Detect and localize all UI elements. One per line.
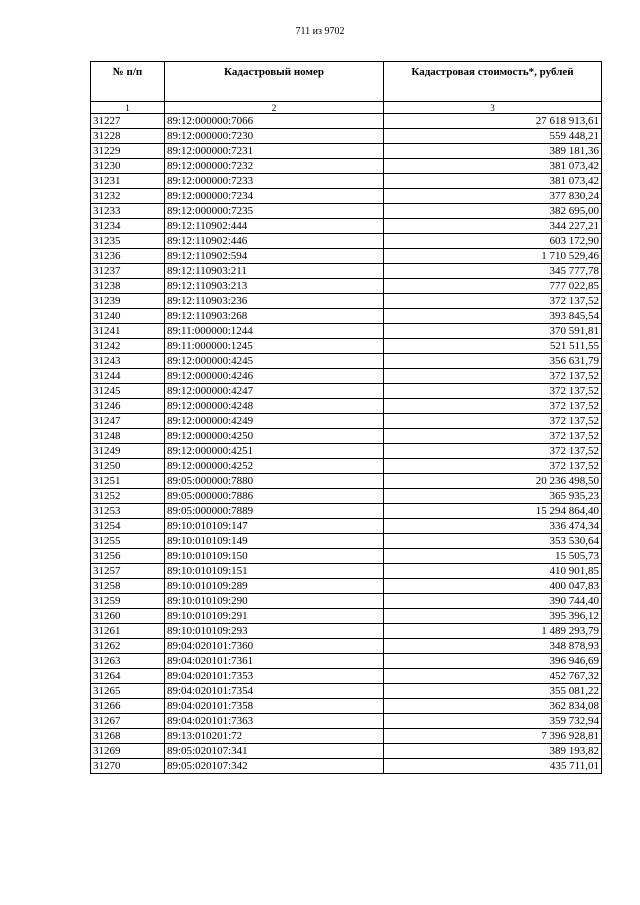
cadastral-value-cell: 521 511,55 [384, 339, 602, 354]
table-row [91, 639, 602, 654]
table-row [91, 519, 602, 534]
row-number-cell: 31232 [91, 189, 165, 204]
table-header-row [91, 62, 602, 102]
cadastral-number-cell: 89:05:000000:7889 [165, 504, 384, 519]
cadastral-value-cell: 20 236 498,50 [384, 474, 602, 489]
table-row [91, 414, 602, 429]
cadastral-number-cell: 89:12:000000:4247 [165, 384, 384, 399]
cadastral-number-cell: 89:12:000000:7234 [165, 189, 384, 204]
table-row [91, 219, 602, 234]
row-number-cell: 31235 [91, 234, 165, 249]
cadastral-value-cell: 395 396,12 [384, 609, 602, 624]
table-row [91, 279, 602, 294]
cadastral-value-cell: 353 530,64 [384, 534, 602, 549]
table-row [91, 594, 602, 609]
table-row [91, 534, 602, 549]
cadastral-value-cell: 435 711,01 [384, 759, 602, 774]
table-row [91, 309, 602, 324]
table-row [91, 324, 602, 339]
cadastral-value-cell: 372 137,52 [384, 294, 602, 309]
row-number-cell: 31263 [91, 654, 165, 669]
table-row [91, 249, 602, 264]
header-cadastral-number: Кадастровый номер [165, 62, 384, 102]
table-body [91, 102, 602, 774]
cadastral-value-cell: 390 744,40 [384, 594, 602, 609]
cadastral-number-cell: 89:10:010109:150 [165, 549, 384, 564]
cadastral-value-table [90, 61, 602, 774]
cadastral-number-cell: 89:12:000000:7230 [165, 129, 384, 144]
table-row [91, 654, 602, 669]
cadastral-value-cell: 393 845,54 [384, 309, 602, 324]
row-number-cell: 31228 [91, 129, 165, 144]
row-number-cell: 31231 [91, 174, 165, 189]
table-row [91, 489, 602, 504]
row-number-cell: 31250 [91, 459, 165, 474]
row-number-cell: 31240 [91, 309, 165, 324]
row-number-cell: 31249 [91, 444, 165, 459]
cadastral-number-cell: 89:04:020101:7361 [165, 654, 384, 669]
cadastral-number-cell: 89:12:000000:4248 [165, 399, 384, 414]
cadastral-value-cell: 356 631,79 [384, 354, 602, 369]
column-number: 1 [91, 102, 165, 114]
row-number-cell: 31234 [91, 219, 165, 234]
cadastral-value-cell: 362 834,08 [384, 699, 602, 714]
row-number-cell: 31255 [91, 534, 165, 549]
row-number-cell: 31266 [91, 699, 165, 714]
cadastral-number-cell: 89:12:110903:211 [165, 264, 384, 279]
table-row [91, 759, 602, 774]
row-number-cell: 31238 [91, 279, 165, 294]
cadastral-value-cell: 372 137,52 [384, 399, 602, 414]
row-number-cell: 31256 [91, 549, 165, 564]
row-number-cell: 31244 [91, 369, 165, 384]
row-number-cell: 31254 [91, 519, 165, 534]
header-row-number: № п/п [91, 62, 165, 102]
row-number-cell: 31258 [91, 579, 165, 594]
cadastral-value-cell: 1 489 293,79 [384, 624, 602, 639]
page-number: 711 из 9702 [295, 26, 345, 37]
row-number-cell: 31248 [91, 429, 165, 444]
table-row [91, 549, 602, 564]
row-number-cell: 31264 [91, 669, 165, 684]
row-number-cell: 31242 [91, 339, 165, 354]
row-number-cell: 31270 [91, 759, 165, 774]
cadastral-number-cell: 89:12:110902:446 [165, 234, 384, 249]
cadastral-number-cell: 89:12:110903:236 [165, 294, 384, 309]
cadastral-value-cell: 452 767,32 [384, 669, 602, 684]
cadastral-value-cell: 400 047,83 [384, 579, 602, 594]
table-row [91, 474, 602, 489]
cadastral-number-cell: 89:04:020101:7354 [165, 684, 384, 699]
row-number-cell: 31259 [91, 594, 165, 609]
cadastral-value-cell: 389 193,82 [384, 744, 602, 759]
cadastral-number-cell: 89:12:000000:4251 [165, 444, 384, 459]
cadastral-value-cell: 372 137,52 [384, 444, 602, 459]
cadastral-number-cell: 89:12:000000:7235 [165, 204, 384, 219]
table-row [91, 744, 602, 759]
cadastral-number-cell: 89:04:020101:7358 [165, 699, 384, 714]
table-row [91, 354, 602, 369]
cadastral-number-cell: 89:04:020101:7360 [165, 639, 384, 654]
table-row [91, 264, 602, 279]
table-row [91, 579, 602, 594]
cadastral-value-cell: 382 695,00 [384, 204, 602, 219]
cadastral-value-cell: 15 294 864,40 [384, 504, 602, 519]
cadastral-value-cell: 377 830,24 [384, 189, 602, 204]
row-number-cell: 31253 [91, 504, 165, 519]
cadastral-value-cell: 381 073,42 [384, 174, 602, 189]
cadastral-number-cell: 89:12:000000:4252 [165, 459, 384, 474]
cadastral-number-cell: 89:10:010109:289 [165, 579, 384, 594]
row-number-cell: 31269 [91, 744, 165, 759]
table-row [91, 564, 602, 579]
row-number-cell: 31268 [91, 729, 165, 744]
row-number-cell: 31265 [91, 684, 165, 699]
table-row [91, 609, 602, 624]
cadastral-value-cell: 348 878,93 [384, 639, 602, 654]
cadastral-number-cell: 89:04:020101:7363 [165, 714, 384, 729]
cadastral-number-cell: 89:10:010109:151 [165, 564, 384, 579]
cadastral-number-cell: 89:10:010109:290 [165, 594, 384, 609]
table-row [91, 399, 602, 414]
table-row [91, 129, 602, 144]
cadastral-number-cell: 89:12:000000:7231 [165, 144, 384, 159]
row-number-cell: 31257 [91, 564, 165, 579]
row-number-cell: 31237 [91, 264, 165, 279]
row-number-cell: 31262 [91, 639, 165, 654]
cadastral-number-cell: 89:12:110902:444 [165, 219, 384, 234]
table-row [91, 714, 602, 729]
cadastral-number-cell: 89:05:000000:7886 [165, 489, 384, 504]
cadastral-value-cell: 410 901,85 [384, 564, 602, 579]
row-number-cell: 31241 [91, 324, 165, 339]
row-number-cell: 31239 [91, 294, 165, 309]
cadastral-number-cell: 89:13:010201:72 [165, 729, 384, 744]
row-number-cell: 31243 [91, 354, 165, 369]
cadastral-value-cell: 381 073,42 [384, 159, 602, 174]
table-row [91, 459, 602, 474]
table-row [91, 174, 602, 189]
row-number-cell: 31245 [91, 384, 165, 399]
cadastral-value-cell: 1 710 529,46 [384, 249, 602, 264]
cadastral-value-cell: 372 137,52 [384, 414, 602, 429]
cadastral-number-cell: 89:04:020101:7353 [165, 669, 384, 684]
row-number-cell: 31233 [91, 204, 165, 219]
cadastral-number-cell: 89:10:010109:293 [165, 624, 384, 639]
cadastral-number-cell: 89:11:000000:1244 [165, 324, 384, 339]
cadastral-value-cell: 15 505,73 [384, 549, 602, 564]
row-number-cell: 31229 [91, 144, 165, 159]
column-number-row [91, 102, 602, 114]
table-row [91, 729, 602, 744]
table-row [91, 444, 602, 459]
cadastral-value-cell: 370 591,81 [384, 324, 602, 339]
table-row [91, 114, 602, 129]
cadastral-number-cell: 89:12:110903:268 [165, 309, 384, 324]
cadastral-number-cell: 89:12:000000:7232 [165, 159, 384, 174]
table-row [91, 234, 602, 249]
table-row [91, 339, 602, 354]
table-row [91, 429, 602, 444]
cadastral-value-cell: 345 777,78 [384, 264, 602, 279]
header-cadastral-value: Кадастровая стоимость*, рублей [384, 62, 602, 102]
table-row [91, 159, 602, 174]
cadastral-number-cell: 89:12:000000:7066 [165, 114, 384, 129]
cadastral-value-cell: 336 474,34 [384, 519, 602, 534]
cadastral-value-cell: 372 137,52 [384, 369, 602, 384]
cadastral-number-cell: 89:05:020107:342 [165, 759, 384, 774]
table-row [91, 204, 602, 219]
table-row [91, 144, 602, 159]
cadastral-number-cell: 89:10:010109:149 [165, 534, 384, 549]
cadastral-value-cell: 396 946,69 [384, 654, 602, 669]
cadastral-value-cell: 27 618 913,61 [384, 114, 602, 129]
column-number: 3 [384, 102, 602, 114]
table-row [91, 384, 602, 399]
cadastral-value-cell: 372 137,52 [384, 429, 602, 444]
cadastral-value-cell: 777 022,85 [384, 279, 602, 294]
table-row [91, 294, 602, 309]
cadastral-number-cell: 89:12:110903:213 [165, 279, 384, 294]
row-number-cell: 31252 [91, 489, 165, 504]
row-number-cell: 31227 [91, 114, 165, 129]
row-number-cell: 31251 [91, 474, 165, 489]
cadastral-number-cell: 89:10:010109:147 [165, 519, 384, 534]
cadastral-value-cell: 355 081,22 [384, 684, 602, 699]
cadastral-value-cell: 344 227,21 [384, 219, 602, 234]
cadastral-number-cell: 89:12:000000:4249 [165, 414, 384, 429]
table-row [91, 189, 602, 204]
table-row [91, 504, 602, 519]
cadastral-number-cell: 89:12:000000:4245 [165, 354, 384, 369]
cadastral-value-cell: 7 396 928,81 [384, 729, 602, 744]
table-row [91, 624, 602, 639]
cadastral-number-cell: 89:11:000000:1245 [165, 339, 384, 354]
column-number: 2 [165, 102, 384, 114]
cadastral-value-cell: 372 137,52 [384, 384, 602, 399]
cadastral-number-cell: 89:05:020107:341 [165, 744, 384, 759]
table-row [91, 684, 602, 699]
row-number-cell: 31260 [91, 609, 165, 624]
cadastral-value-cell: 559 448,21 [384, 129, 602, 144]
cadastral-value-cell: 603 172,90 [384, 234, 602, 249]
row-number-cell: 31247 [91, 414, 165, 429]
row-number-cell: 31267 [91, 714, 165, 729]
cadastral-value-cell: 372 137,52 [384, 459, 602, 474]
table-row [91, 669, 602, 684]
cadastral-value-cell: 389 181,36 [384, 144, 602, 159]
row-number-cell: 31246 [91, 399, 165, 414]
table-row [91, 369, 602, 384]
cadastral-number-cell: 89:05:000000:7880 [165, 474, 384, 489]
row-number-cell: 31230 [91, 159, 165, 174]
cadastral-number-cell: 89:12:000000:7233 [165, 174, 384, 189]
cadastral-number-cell: 89:12:110902:594 [165, 249, 384, 264]
row-number-cell: 31236 [91, 249, 165, 264]
cadastral-value-cell: 365 935,23 [384, 489, 602, 504]
table-row [91, 699, 602, 714]
cadastral-number-cell: 89:10:010109:291 [165, 609, 384, 624]
cadastral-number-cell: 89:12:000000:4250 [165, 429, 384, 444]
cadastral-number-cell: 89:12:000000:4246 [165, 369, 384, 384]
row-number-cell: 31261 [91, 624, 165, 639]
cadastral-value-cell: 359 732,94 [384, 714, 602, 729]
